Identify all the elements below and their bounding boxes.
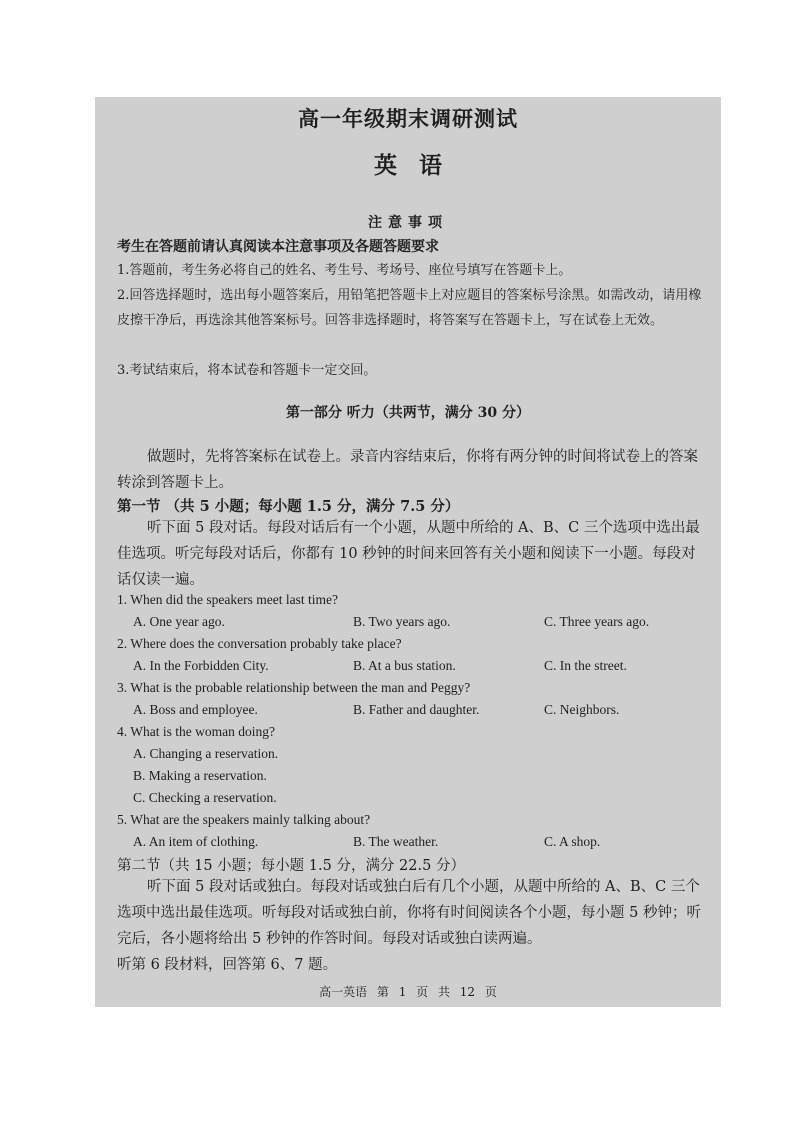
question-4-stem: 4. What is the woman doing? (117, 724, 275, 739)
question-1-option-a: A. One year ago. (133, 614, 225, 629)
question-5-option-b: B. The weather. (353, 834, 439, 849)
notice-item-2: 2.回答选择题时，选出每小题答案后，用铅笔把答题卡上对应题目的答案标号涂黑。如需改动，请用橡皮擦干净后，再选涂其他答案标号。回答非选择题时，将答案写在答题卡上，写在试卷上无效。 (117, 288, 702, 328)
exam-page (95, 97, 721, 1007)
question-1-stem: 1. When did the speakers meet last time? (117, 592, 338, 607)
question-4-option-c: C. Checking a reservation. (133, 790, 277, 805)
notice-subheading: 考生在答题前请认真阅读本注意事项及各题答题要求 (117, 239, 439, 255)
part1-heading: 第一部分 听力（共两节，满分 30 分） (285, 405, 531, 421)
question-3-stem: 3. What is the probable relationship between the man and Peggy? (117, 680, 471, 695)
page-footer: 高一英语 第 1 页 共 12 页 (319, 985, 497, 999)
notice-heading: 注意事项 (368, 215, 448, 231)
notice-item-1: 1.答题前，考生务必将自己的姓名、考生号、考场号、座位号填写在答题卡上。 (117, 263, 572, 278)
part1-intro: 做题时，先将答案标在试卷上。录音内容结束后，你将有两分钟的时间将试卷上的答案转涂到答题卡上。 (117, 449, 698, 491)
question-3-option-c: C. Neighbors. (544, 702, 620, 717)
question-2-option-c: C. In the street. (544, 658, 627, 673)
question-3-option-b: B. Father and daughter. (353, 702, 480, 717)
section2-heading: 第二节（共 15 小题；每小题 1.5 分，满分 22.5 分） (117, 858, 465, 874)
question-2-option-a: A. In the Forbidden City. (133, 658, 269, 673)
section1-heading: 第一节 （共 5 小题；每小题 1.5 分，满分 7.5 分） (117, 498, 460, 515)
subject-title: 英语 (374, 152, 464, 179)
question-4-option-b: B. Making a reservation. (133, 768, 267, 783)
question-2-stem: 2. Where does the conversation probably take place? (117, 636, 402, 651)
section2-next: 听第 6 段材料，回答第 6、7 题。 (117, 957, 338, 973)
section1-instructions: 听下面 5 段对话。每段对话后有一个小题，从题中所给的 A、B、C 三个选项中选出最佳选项。听完每段对话后，你都有 10 秒钟的时间来回答有关小题和阅读下一小题。每段对话仅读一遍。 (117, 520, 700, 588)
notice-item-3: 3.考试结束后，将本试卷和答题卡一定交回。 (117, 363, 377, 378)
question-1-option-b: B. Two years ago. (353, 614, 451, 629)
question-3-option-a: A. Boss and employee. (133, 702, 258, 717)
question-5-option-c: C. A shop. (544, 834, 601, 849)
exam-title: 高一年级期末调研测试 (298, 106, 518, 131)
question-5-stem: 5. What are the speakers mainly talking about? (117, 812, 371, 827)
section2-instructions: 听下面 5 段对话或独白。每段对话或独白后有几个小题，从题中所给的 A、B、C 三个选项中选出最佳选项。听每段对话或独白前，你将有时间阅读各个小题，每小题 5 秒钟；听完后，各小题将给出 5 秒钟的作答时间。每段对话或独白读两遍。 (117, 879, 701, 947)
question-1-option-c: C. Three years ago. (544, 614, 650, 629)
question-5-option-a: A. An item of clothing. (133, 834, 259, 849)
question-2-option-b: B. At a bus station. (353, 658, 456, 673)
question-4-option-a: A. Changing a reservation. (133, 746, 279, 761)
